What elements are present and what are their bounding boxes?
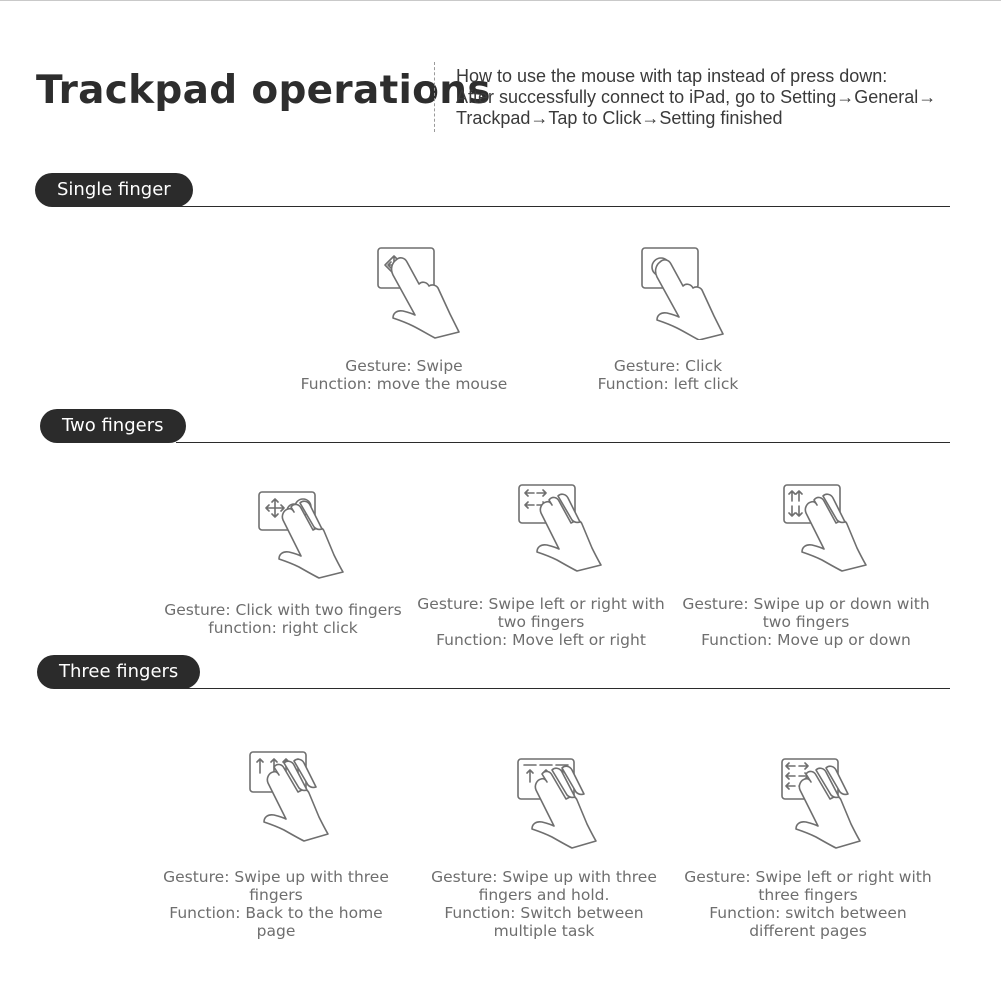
function-text: Function: Move up or down <box>701 631 911 649</box>
title-divider <box>434 62 435 132</box>
caption-click <box>538 357 798 393</box>
three-finger-swipe-up-icon <box>146 745 406 850</box>
section-label-single-finger: Single finger <box>35 173 193 207</box>
function-text: Function: left click <box>597 375 739 393</box>
caption-three-finger-left-right <box>678 868 938 940</box>
two-finger-left-right-icon <box>411 478 671 578</box>
gesture-text: two fingers <box>497 613 585 631</box>
gesture-text: Gesture: Swipe up with three <box>431 868 657 886</box>
caption-two-finger-left-right <box>411 595 671 649</box>
gesture-text: Gesture: Swipe left or right with <box>417 595 665 613</box>
function-text: Function: Move left or right <box>436 631 646 649</box>
section-divider <box>176 688 950 689</box>
gesture-text: Gesture: Click with two fingers <box>164 601 402 619</box>
function-text: Function: move the mouse <box>300 375 508 393</box>
gesture-text: fingers and hold. <box>478 886 610 904</box>
caption-three-finger-hold <box>414 868 674 940</box>
intro-text <box>456 66 976 129</box>
function-text: Function: Back to the home <box>169 904 383 922</box>
section-label-two-fingers: Two fingers <box>40 409 186 443</box>
function-text: page <box>256 922 296 940</box>
caption-two-finger-up-down <box>676 595 936 649</box>
gesture-text: Gesture: Swipe up or down with <box>682 595 930 613</box>
function-text: different pages <box>749 922 867 940</box>
function-text: Function: switch between <box>709 904 907 922</box>
three-finger-hold-icon <box>414 752 674 857</box>
two-finger-up-down-icon <box>676 478 936 578</box>
function-text: multiple task <box>493 922 595 940</box>
gesture-text: fingers <box>249 886 303 904</box>
caption-two-finger-click <box>153 601 413 637</box>
intro-line: How to use the mouse with tap instead of press down: <box>456 66 888 86</box>
caption-swipe <box>274 357 534 393</box>
gesture-text: Gesture: Swipe left or right with <box>684 868 932 886</box>
click-icon <box>538 240 798 340</box>
gesture-text: two fingers <box>762 613 850 631</box>
swipe-four-way-icon <box>274 240 534 340</box>
gesture-text: Gesture: Swipe up with three <box>163 868 389 886</box>
intro-line: Trackpad→Tap to Click→Setting finished <box>456 108 783 128</box>
gesture-text: Gesture: Swipe <box>345 357 463 375</box>
function-text: function: right click <box>208 619 358 637</box>
section-divider <box>176 442 950 443</box>
three-finger-left-right-icon <box>678 752 938 857</box>
gesture-text: three fingers <box>758 886 858 904</box>
section-divider <box>176 206 950 207</box>
function-text: Function: Switch between <box>444 904 644 922</box>
intro-line: After successfully connect to iPad, go to Setting→General→ <box>456 87 937 107</box>
section-label-three-fingers: Three fingers <box>37 655 200 689</box>
gesture-text: Gesture: Click <box>613 357 723 375</box>
caption-three-finger-swipe-up <box>146 868 406 940</box>
top-divider <box>0 0 1001 1</box>
two-finger-click-icon <box>153 485 413 585</box>
page-title: Trackpad operations <box>36 68 491 113</box>
